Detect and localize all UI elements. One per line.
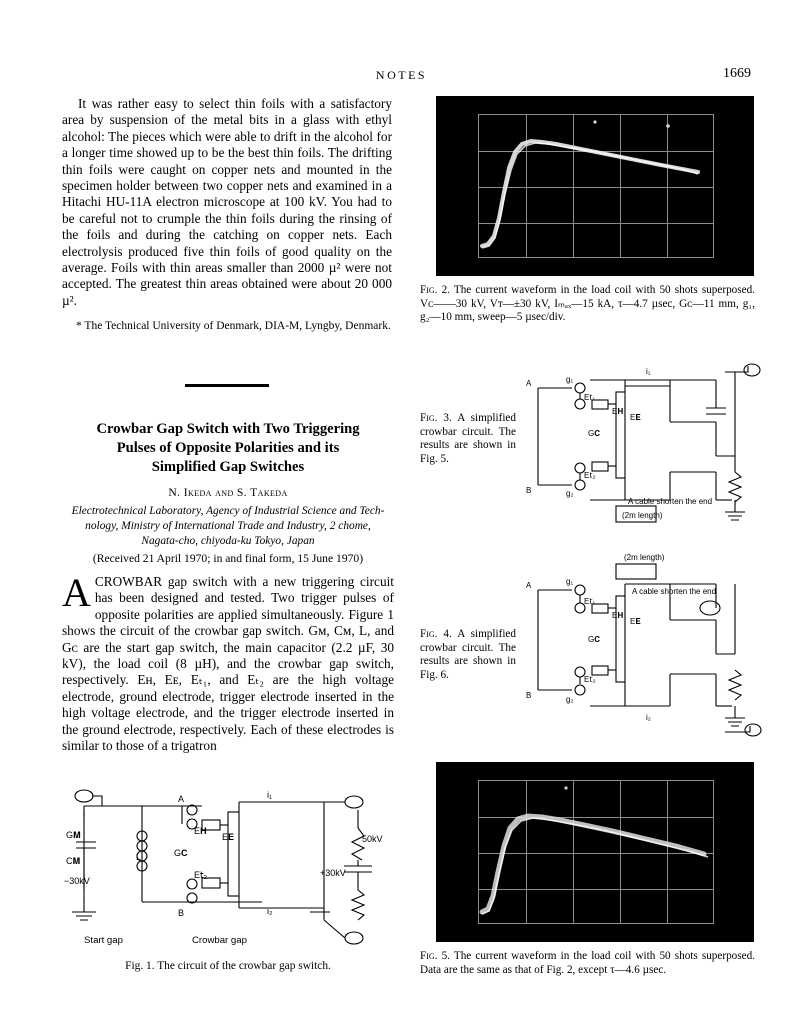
article-body: [62, 570, 394, 754]
fig1-start-gap-label: Start gap: [84, 935, 123, 946]
fig1-crowbar-gap-label: Crowbar gap: [192, 935, 247, 946]
fig4-label-cable-note: A cable shorten the end: [632, 587, 717, 596]
fig1-label-L: L: [136, 852, 142, 862]
fig4-label-g1: g₁: [566, 577, 574, 586]
figure-2-waveform-trace: [436, 96, 754, 276]
fig3-label-g2: g₂: [566, 489, 574, 498]
fig4-label-Et2: E𝗍₂: [584, 675, 596, 684]
figure-3-circuit-diagram: [520, 360, 765, 530]
figure-5-caption: [420, 950, 755, 977]
article-authors: N. Ikeda and S. Takeda: [168, 486, 288, 499]
figure-1-caption-text: The circuit of the crowbar gap switch.: [157, 960, 331, 972]
section-divider-rule: [185, 384, 269, 387]
fig4-label-A: A: [526, 581, 532, 590]
figure-1-caption: [62, 960, 394, 972]
fig4-label-GC: G𝐂: [588, 635, 600, 644]
affiliation-line-2: nology, Ministry of International Trade and Industry, 2 chome,: [85, 520, 371, 532]
fig3-label-B: B: [526, 486, 532, 495]
fig1-label-B: B: [178, 908, 185, 918]
fig1-label-50kV: 50kV: [362, 834, 383, 844]
fig4-label-B: B: [526, 691, 532, 700]
fig1-label-Et2: E𝗍₂: [194, 870, 208, 880]
fig3-label-GC: G𝐂: [588, 429, 600, 438]
fig3-label-Et1: E𝗍₁: [584, 393, 596, 402]
article-affiliation: [62, 504, 394, 549]
fig3-label-EH: E𝐇: [612, 407, 624, 416]
fig3-label-g1: g₁: [566, 375, 574, 384]
fig1-label-GC: G𝐂: [174, 848, 188, 858]
paragraph-foils: It was rather easy to select thin foils with a satisfactory area by suspension of the metal bits in a glass with ethyl alcohol: The pieces which were able to drift in the alcohol for a longer time showed up to be the best thin foils. The drifting thin foils were caught on copper nets and mounted in the specimen holder between two copper nets and examined in a Hitachi HU-11A electron microscope at 100 kV. You had to be careful not to crumple the thin foils during the rinsing of the foils and during the catching on copper nets. Each electrolysis produced five thin foils of good quality on the average. Foils with thin areas smaller than 2000 µ² were not accepted. The greatest thin areas obtained were about 20 000 µ².: [62, 96, 392, 308]
fig4-label-EE: E𝐄: [630, 617, 641, 626]
fig3-label-EE: E𝐄: [630, 413, 641, 422]
figure-2-label: Fig. 2.: [420, 284, 450, 296]
drop-cap: A: [62, 570, 91, 615]
fig1-label-i2: i₂: [267, 906, 273, 916]
fig1-label-i1: i₁: [267, 790, 273, 800]
running-head: NOTES: [375, 68, 428, 82]
left-column: [62, 96, 392, 345]
fig1-label-plus30kV: +30kV: [320, 868, 346, 878]
affiliation-line-1: Electrotechnical Laboratory, Agency of Industrial Science and Tech-: [71, 505, 385, 517]
figure-3-caption: [420, 412, 516, 466]
figure-4-circuit-diagram: [520, 550, 765, 740]
figure-5-label: Fig. 5.: [420, 950, 450, 962]
article-title: [62, 420, 394, 477]
figure-2-caption-text: The current waveform in the load coil with 50 shots superposed. Vᴄ——30 kV, Vᴛ—±30 kV, Iₘₐₓ—15 kA, τ—4.7 µsec, Gᴄ—11 mm, g₁, g₂—10 mm, sweep—5 µsec/div.: [420, 284, 755, 324]
fig4-label-EH: E𝐇: [612, 611, 624, 620]
page-number: 1669: [723, 66, 751, 81]
figure-5-waveform-trace: [436, 762, 754, 942]
figure-2-oscilloscope-photo: [436, 96, 754, 276]
figure-3-caption-text: A simplified crowbar circuit. The results are shown in Fig. 5.: [420, 412, 516, 465]
article-title-line-2: Pulses of Opposite Polarities and its: [116, 440, 340, 456]
figure-1-label: Fig. 1.: [125, 960, 155, 972]
figure-3-label: Fig. 3.: [420, 412, 452, 424]
fig1-label-A: A: [178, 794, 185, 804]
fig1-label-CM: C𝐌: [66, 856, 81, 866]
figure-2-caption: [420, 284, 755, 325]
article-received-date: (Received 21 April 1970; in and final form, 15 June 1970): [92, 552, 364, 565]
article-body-text: CROWBAR gap switch with a new triggering circuit has been designed and tested. Two trigger pulses of opposite polarities are applied simultaneously. Figure 1 shows the circuit of the crowbar gap switch. Gᴍ, Cᴍ, L, and Gᴄ are the start gap switch, the main capacitor (2.2 µF, 30 kV), the load coil (8 µH), and the crowbar gap switch, respectively. Eʜ, Eᴇ, Eₜ₁, and Eₜ₂ are the high voltage electrode, ground electrode, trigger electrode inserted in the high voltage electrode, and the trigger electrode inserted in the ground electrode, respectively. Each of these electrodes is similar to those of a trigatron: [62, 574, 394, 754]
affiliation-line-3: Nagata-cho, chiyoda-ku Tokyo, Japan: [141, 535, 315, 547]
figure-5-caption-text: The current waveform in the load coil with 50 shots superposed. Data are the same as that of Fig. 2, except τ—4.6 µsec.: [420, 950, 755, 976]
fig4-label-g2: g₂: [566, 695, 574, 704]
fig3-label-cable-length: (2m length): [622, 511, 663, 520]
figure-5-oscilloscope-photo: [436, 762, 754, 942]
fig4-label-i2: i₂: [646, 713, 651, 722]
fig1-label-EE: E𝐄: [222, 832, 234, 842]
article-title-line-1: Crowbar Gap Switch with Two Triggering: [96, 421, 360, 437]
article-first-paragraph: [62, 570, 394, 754]
fig3-label-A: A: [526, 379, 532, 388]
figure-1-circuit-diagram: [62, 780, 392, 955]
figure-4-caption: [420, 628, 516, 682]
fig3-label-i1: i₁: [646, 367, 651, 376]
fig3-label-cable-note: A cable shorten the end: [628, 497, 713, 506]
fig4-label-Et1: E𝗍₁: [584, 597, 596, 606]
fig4-label-cable-length: (2m length): [624, 553, 665, 562]
footnote: * The Technical University of Denmark, DIA-M, Lyngby, Denmark.: [76, 320, 391, 333]
figure-4-caption-text: A simplified crowbar circuit. The results are shown in Fig. 6.: [420, 628, 516, 681]
fig1-label-minus30kV: −30kV: [64, 876, 90, 886]
figure-4-label: Fig. 4.: [420, 628, 452, 640]
fig3-label-Et2: E𝗍₂: [584, 471, 596, 480]
fig1-label-EH: E𝐇: [194, 826, 207, 836]
article-title-line-3: Simplified Gap Switches: [151, 459, 305, 475]
fig1-label-GM: G𝐌: [66, 830, 81, 840]
